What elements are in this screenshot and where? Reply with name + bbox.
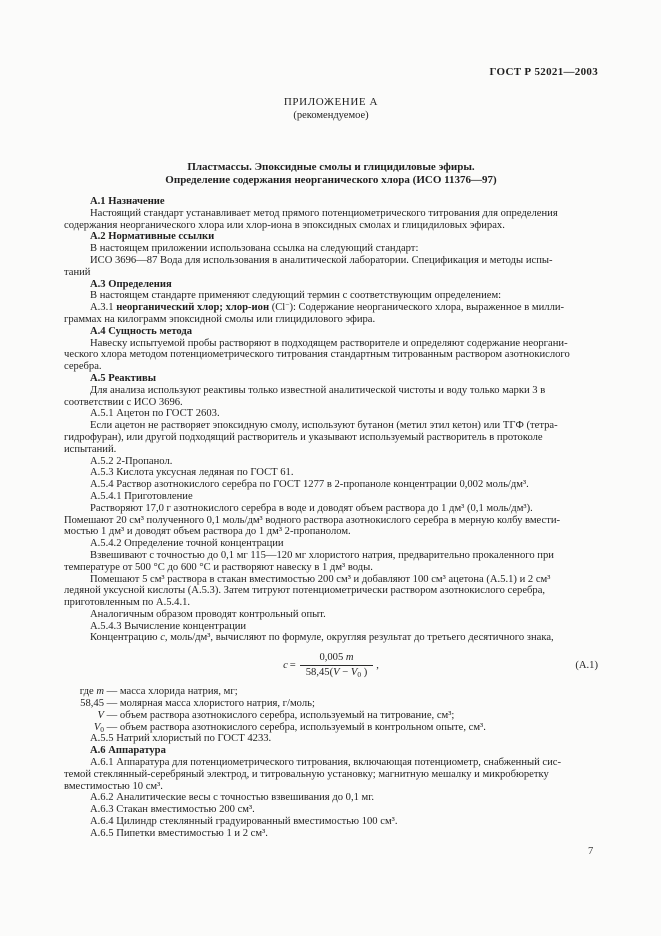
- text-run: неорганический хлор; хлор-ион: [116, 302, 270, 314]
- v0-subscript: 0: [357, 670, 362, 680]
- text-run: Настоящий стандарт устанавливает метод прямого потенциометрического титрования для определения: [90, 207, 558, 219]
- doc-line: [64, 757, 624, 769]
- doc-line: [64, 397, 624, 409]
- text-run: Аналогичным образом проводят контрольный опыт.: [90, 608, 326, 620]
- doc-line: [64, 609, 624, 621]
- appendix-subtitle: (рекомендуемое): [293, 110, 369, 121]
- text-run: А.2 Нормативные ссылки: [90, 231, 215, 243]
- document-title: [64, 161, 598, 187]
- denominator-close: ): [361, 667, 368, 679]
- text-run: А.5.3 Кислота уксусная ледяная по ГОСТ 61.: [90, 467, 294, 479]
- doc-line: [64, 574, 624, 586]
- doc-line: [64, 550, 624, 562]
- doc-line: [64, 792, 624, 804]
- doc-line: [64, 408, 624, 420]
- doc-line: [64, 349, 624, 361]
- document-title-line1: Пластмассы. Эпоксидные смолы и глицидиловые эфиры.: [187, 161, 475, 173]
- text-run: вместимостью 10 см³.: [64, 780, 163, 792]
- doc-line: [58, 698, 624, 710]
- doc-line: [64, 621, 624, 633]
- denominator-variable-v: V: [333, 667, 340, 679]
- doc-line: [64, 562, 624, 574]
- minus-sign: −: [339, 667, 351, 679]
- text-run: Концентрацию: [90, 632, 161, 644]
- text-run: ледяной уксусной кислоты (А.5.3). Затем титруют потенциометрически раствором азотнокислого серебра,: [64, 585, 546, 597]
- text-run: соответствии с ИСО 3696.: [64, 396, 183, 408]
- text-run: , моль/дм³, вычисляют по формуле, округляя результат до третьего десятичного знака,: [164, 632, 554, 644]
- doc-line: [64, 632, 624, 644]
- text-run: А.5.2 2-Пропанол.: [90, 455, 173, 467]
- text-run: темой стеклянный-серебряный электрод, и титровальную установку; магнитную мешалку и микробюретку: [64, 768, 549, 780]
- fraction-numerator: [300, 652, 374, 666]
- formula-comma: ,: [376, 660, 379, 672]
- doc-line: [64, 456, 624, 468]
- text-run: таний: [64, 266, 91, 278]
- text-run: c: [160, 632, 165, 644]
- standard-number: ГОСТ Р 52021—2003: [489, 66, 598, 78]
- text-run: Для анализа используют реактивы только известной аналитической чистоты и воду только марки 3 в: [90, 384, 546, 396]
- text-run: Растворяют 17,0 г азотнокислого серебра в воде и доводят объем раствора до 1 дм³ (0,1 моль/дм³).: [90, 502, 533, 514]
- doc-line: [64, 338, 624, 350]
- text-run: А.5.5 Натрий хлористый по ГОСТ 4233.: [90, 733, 272, 745]
- doc-line: [64, 491, 624, 503]
- doc-line: [64, 444, 624, 456]
- appendix-heading: [64, 96, 598, 122]
- text-run: А.5.1 Ацетон по ГОСТ 2603.: [90, 408, 220, 420]
- doc-line: [64, 585, 624, 597]
- text-run: ): Содержание неорганического хлора, выраженное в милли-: [289, 302, 565, 314]
- text-run: А.6.3 Стакан вместимостью 200 см³.: [90, 804, 255, 816]
- document-title-line2: Определение содержания неорганического хлора (ИСО 11376—97): [165, 174, 497, 186]
- formula-lhs: c: [283, 660, 288, 672]
- text-run: В настоящем стандарте применяют следующий термин с соответствующим определением:: [90, 290, 502, 302]
- doc-line: [64, 816, 624, 828]
- text-run: — объем раствора азотнокислого серебра, используемый в контрольном опыте, см³.: [104, 721, 486, 733]
- text-run: Навеску испытуемой пробы растворяют в подходящем растворителе и определяют содержание неоргани-: [90, 337, 568, 349]
- section-heading-line: [64, 231, 624, 243]
- formula: [64, 652, 598, 679]
- text-run: — объем раствора азотнокислого серебра, используемый на титрование, см³;: [104, 709, 455, 721]
- text-run: А.6.4 Цилиндр стеклянный градуированный вместимостью 100 см³.: [90, 816, 398, 828]
- doc-line: [64, 420, 624, 432]
- doc-line: [64, 255, 624, 267]
- text-run: −: [285, 299, 290, 309]
- text-run: А.6.2 Аналитические весы с точностью взвешивания до 0,1 мг.: [90, 792, 375, 804]
- formula-variable-label: [58, 722, 104, 734]
- text-run: А.1 Назначение: [90, 196, 165, 207]
- doc-line: [64, 781, 624, 793]
- text-run: (Cl: [269, 302, 286, 314]
- equals-sign: =: [289, 660, 296, 672]
- text-run: приготовленным по А.5.4.1.: [64, 597, 191, 609]
- doc-line: [64, 503, 624, 515]
- formula-label: (А.1): [575, 659, 598, 671]
- doc-line: [64, 290, 624, 302]
- doc-line: [64, 385, 624, 397]
- doc-line: [64, 299, 624, 314]
- formula-variable-label: [58, 698, 104, 710]
- text-run: температуре от 500 °С до 600 °С и растворяют навеску в 1 дм³ воды.: [64, 561, 373, 573]
- doc-line: [64, 432, 624, 444]
- doc-line: [64, 526, 624, 538]
- doc-line: [64, 769, 624, 781]
- doc-line: [64, 467, 624, 479]
- doc-line: [64, 220, 624, 232]
- section-heading-line: [64, 196, 624, 208]
- text-run: А.5.4 Раствор азотнокислого серебра по ГОСТ 1277 в 2-пропаноле концентрации 0,002 моль/дм³.: [90, 479, 529, 491]
- text-run: ческого хлора методом потенциометрического титрования стандартным титрованным раствором азотнокислого: [64, 349, 570, 361]
- numerator-coefficient: 0,005: [319, 652, 346, 664]
- text-run: А.6.5 Пипетки вместимостью 1 и 2 см³.: [90, 827, 268, 839]
- text-run: содержания неорганического хлора или хлор-иона в эпоксидных смолах и глицидиловых эфирах.: [64, 219, 505, 231]
- text-run: А.6.1 Аппаратура для потенциометрического титрования, включающая потенциометр, снабженный сис-: [90, 757, 562, 769]
- text-run: ИСО 3696—87 Вода для использования в аналитической лаборатории. Спецификация и методы испы-: [90, 254, 553, 266]
- text-run: А.5 Реактивы: [90, 372, 156, 384]
- text-run: А.6 Аппаратура: [90, 745, 166, 757]
- section-heading-line: [64, 326, 624, 338]
- text-run: Помешают 5 см³ раствора в стакан вместимостью 200 см³ и добавляют 100 см³ ацетона (А.5.1) и 2 см³: [90, 573, 551, 585]
- formula-variable-label: [58, 710, 104, 722]
- text-run: Помешают 20 см³ полученного 0,1 моль/дм³ водного раствора азотнокислого серебра в мерную колбу вмести-: [64, 514, 561, 526]
- text-run: где: [79, 686, 97, 698]
- text-run: испытаний.: [64, 443, 117, 455]
- doc-line: [64, 538, 624, 550]
- doc-line: [58, 686, 624, 698]
- text-run: А.3.1: [90, 302, 117, 314]
- appendix-title: ПРИЛОЖЕНИЕ А: [283, 96, 379, 108]
- doc-line: [64, 515, 624, 527]
- section-heading-line: [64, 279, 624, 291]
- text-run: А.5.4.1 Приготовление: [90, 490, 193, 502]
- doc-line: [64, 733, 624, 745]
- fraction: [300, 652, 374, 679]
- fraction-denominator: [300, 666, 374, 679]
- denominator-variable-v0: V: [350, 667, 358, 679]
- denominator-coefficient: 58,45(: [305, 667, 334, 679]
- doc-line: [64, 314, 624, 326]
- text-run: А.5.4.3 Вычисление концентрации: [90, 620, 247, 632]
- doc-line: [64, 267, 624, 279]
- numerator-variable: m: [345, 652, 354, 664]
- doc-line: [64, 597, 624, 609]
- section-heading-line: [64, 373, 624, 385]
- formula-variable-label: [58, 686, 104, 698]
- text-run: В настоящем приложении использована ссылка на следующий стандарт:: [90, 243, 419, 255]
- section-heading-line: [64, 745, 624, 757]
- text-run: V: [97, 709, 104, 721]
- text-run: серебра.: [64, 361, 102, 373]
- doc-line: [64, 804, 624, 816]
- body-text-lower: [64, 686, 624, 839]
- page-number: 7: [588, 846, 594, 857]
- text-run: — масса хлорида натрия, мг;: [104, 686, 238, 698]
- doc-line: [64, 208, 624, 220]
- text-run: А.4 Сущность метода: [90, 325, 193, 337]
- doc-line: [64, 479, 624, 491]
- text-run: V: [93, 721, 101, 733]
- formula-expression: [283, 652, 379, 679]
- text-run: мостью 1 дм³ и доводят объем раствора до 1 дм³ 2-пропанолом.: [64, 526, 351, 538]
- text-run: гидрофуран), или другой подходящий растворитель и указывают используемый растворитель в протоколе: [64, 431, 543, 443]
- doc-line: [64, 361, 624, 373]
- text-run: Взвешивают с точностью до 0,1 мг 115—120 мг хлористого натрия, предварительно прокаленного при: [90, 549, 554, 561]
- body-text-upper: [64, 196, 624, 644]
- text-run: А.3 Определения: [90, 278, 172, 290]
- text-run: — молярная масса хлористого натрия, г/моль;: [104, 698, 315, 710]
- doc-line: [58, 710, 624, 722]
- text-run: 58,45: [80, 698, 104, 710]
- doc-line: [64, 243, 624, 255]
- text-run: граммах на килограмм эпоксидной смолы или глицидилового эфира.: [64, 313, 376, 325]
- text-run: m: [96, 686, 104, 698]
- text-run: 0: [100, 724, 104, 734]
- doc-line: [64, 828, 624, 840]
- text-run: Если ацетон не растворяет эпоксидную смолу, используют бутанон (метил этил кетон) или ТГФ (тетра-: [90, 420, 558, 432]
- doc-line: [58, 722, 624, 734]
- text-run: А.5.4.2 Определение точной концентрации: [90, 538, 284, 550]
